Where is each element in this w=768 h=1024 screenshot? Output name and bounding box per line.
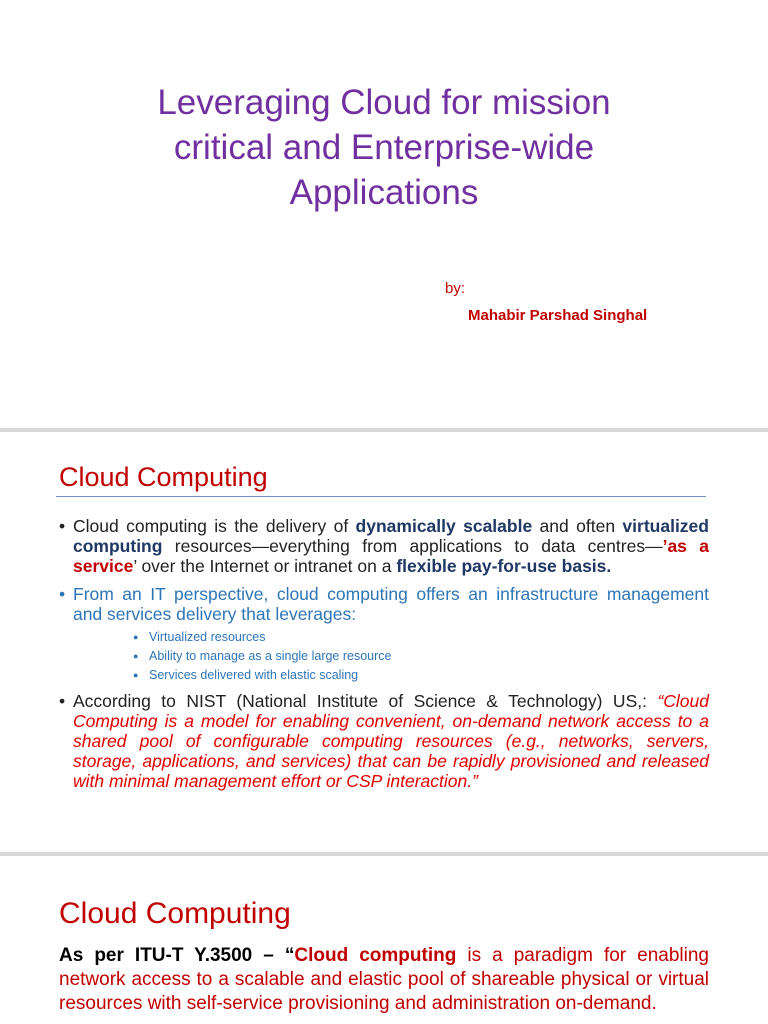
emphasis-text: virtualized computing	[73, 516, 709, 556]
emphasis-text: Cloud computing	[294, 945, 457, 966]
sub-bullet-list	[57, 628, 709, 685]
bullet-icon: •	[59, 516, 66, 536]
text-run: is a paradigm for enabling network access to a scalable and elastic pool of shareable physical or virtual resources with self-service provisioning and administration on-demand.	[59, 945, 709, 1014]
list-item: ● Virtualized resources	[133, 628, 709, 647]
list-item: ● Ability to manage as a single large resource	[133, 647, 709, 666]
bullet-paragraph	[57, 691, 709, 791]
list-item: ● Services delivered with elastic scaling	[133, 666, 709, 685]
bullet-paragraph	[57, 516, 709, 576]
bullet-icon: ●	[133, 670, 139, 680]
bullet-icon: •	[59, 691, 66, 711]
text-run: According to NIST (National Institute of Science & Technology) US,:	[73, 691, 658, 711]
bullet-icon: •	[59, 584, 66, 604]
slide-title: Cloud Computing	[59, 462, 268, 492]
title-divider	[56, 496, 706, 497]
text-run: ’ over the Internet or intranet on a	[133, 556, 397, 576]
slide-body	[59, 944, 709, 1016]
emphasis-text: flexible pay-for-use basis.	[396, 556, 612, 576]
text-run: As per ITU-T Y.3500 – “	[59, 945, 295, 966]
text-run: resources—everything from applications to data centres—	[162, 536, 663, 556]
by-label: by:	[445, 280, 466, 297]
text-run: Cloud computing is the delivery of	[73, 516, 356, 536]
highlight-text: ’as a service	[73, 536, 709, 576]
presentation-title	[60, 80, 708, 215]
title-slide	[0, 0, 768, 428]
title-line: critical and Enterprise-wide	[173, 128, 595, 167]
cloud-computing-slide	[0, 432, 768, 852]
emphasis-text: dynamically scalable	[355, 516, 533, 536]
title-line: Leveraging Cloud for mission	[157, 83, 611, 122]
title-line: Applications	[289, 173, 479, 212]
text-run: and often	[532, 516, 623, 536]
nist-quote: “Cloud Computing is a model for enabling convenient, on-demand network access to a shared pool of configurable computing resources (e.g., networks, servers, storage, applications, and services) that can be rapidly provisioned and released with minimal management effort or CSP interaction.”	[73, 691, 709, 791]
itu-definition-slide	[0, 856, 768, 1024]
slide-body	[57, 516, 709, 791]
text-run: From an IT perspective, cloud computing offers an infrastructure management and services delivery that leverages:	[73, 584, 709, 624]
bullet-paragraph	[57, 584, 709, 624]
bullet-icon: ●	[133, 632, 139, 642]
slide-title: Cloud Computing	[59, 897, 291, 930]
author-name: Mahabir Parshad Singhal	[468, 307, 648, 324]
bullet-icon: ●	[133, 651, 139, 661]
